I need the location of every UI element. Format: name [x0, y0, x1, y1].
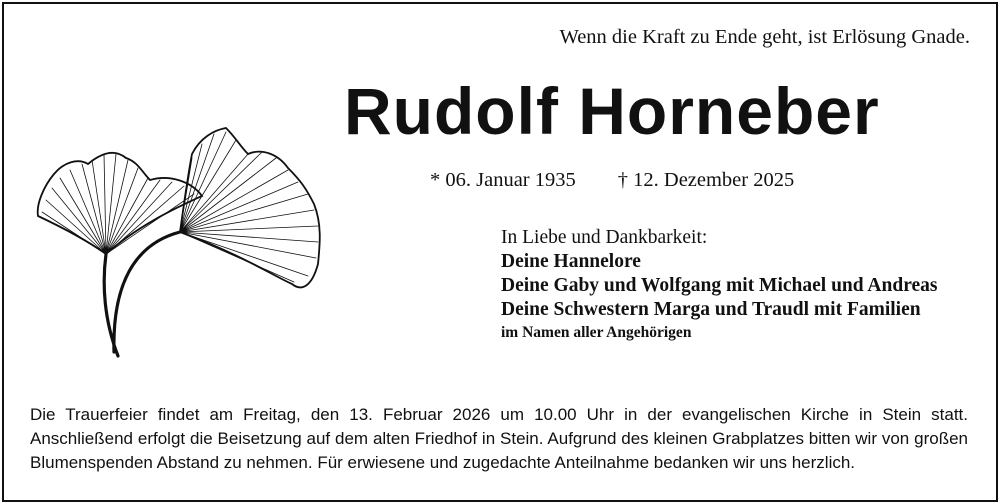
motto: Wenn die Kraft zu Ende geht, ist Erlösung Gnade. — [559, 26, 970, 48]
death-date: † 12. Dezember 2025 — [617, 169, 795, 191]
mourners-closing: im Namen aller Angehörigen — [501, 324, 692, 341]
mourners-intro: In Liebe und Dankbarkeit: — [501, 227, 708, 248]
birth-date: * 06. Januar 1935 — [430, 169, 576, 191]
mourners-block — [501, 226, 937, 344]
mourner-line: Deine Gaby und Wolfgang mit Michael und Andreas — [501, 275, 938, 296]
life-dates — [430, 169, 794, 192]
ginkgo-leaves-icon — [30, 124, 330, 360]
mourner-line: Deine Hannelore — [501, 251, 641, 272]
funeral-notice: Die Trauerfeier findet am Freitag, den 13. Februar 2026 um 10.00 Uhr in der evangelischen Kirche in Stein statt. Anschließend erfolgt die Beisetzung auf dem alten Friedhof in Stein. Aufgrund des kleinen Grabplatzes bitten wir von großen Blumenspenden Abstand zu nehmen. Für erwiesene und zugedachte Anteilnahme bedanken wir uns herzlich. — [30, 405, 968, 472]
mourner-line: Deine Schwestern Marga und Traudl mit Familien — [501, 299, 921, 320]
deceased-name: Rudolf Horneber — [344, 74, 880, 148]
